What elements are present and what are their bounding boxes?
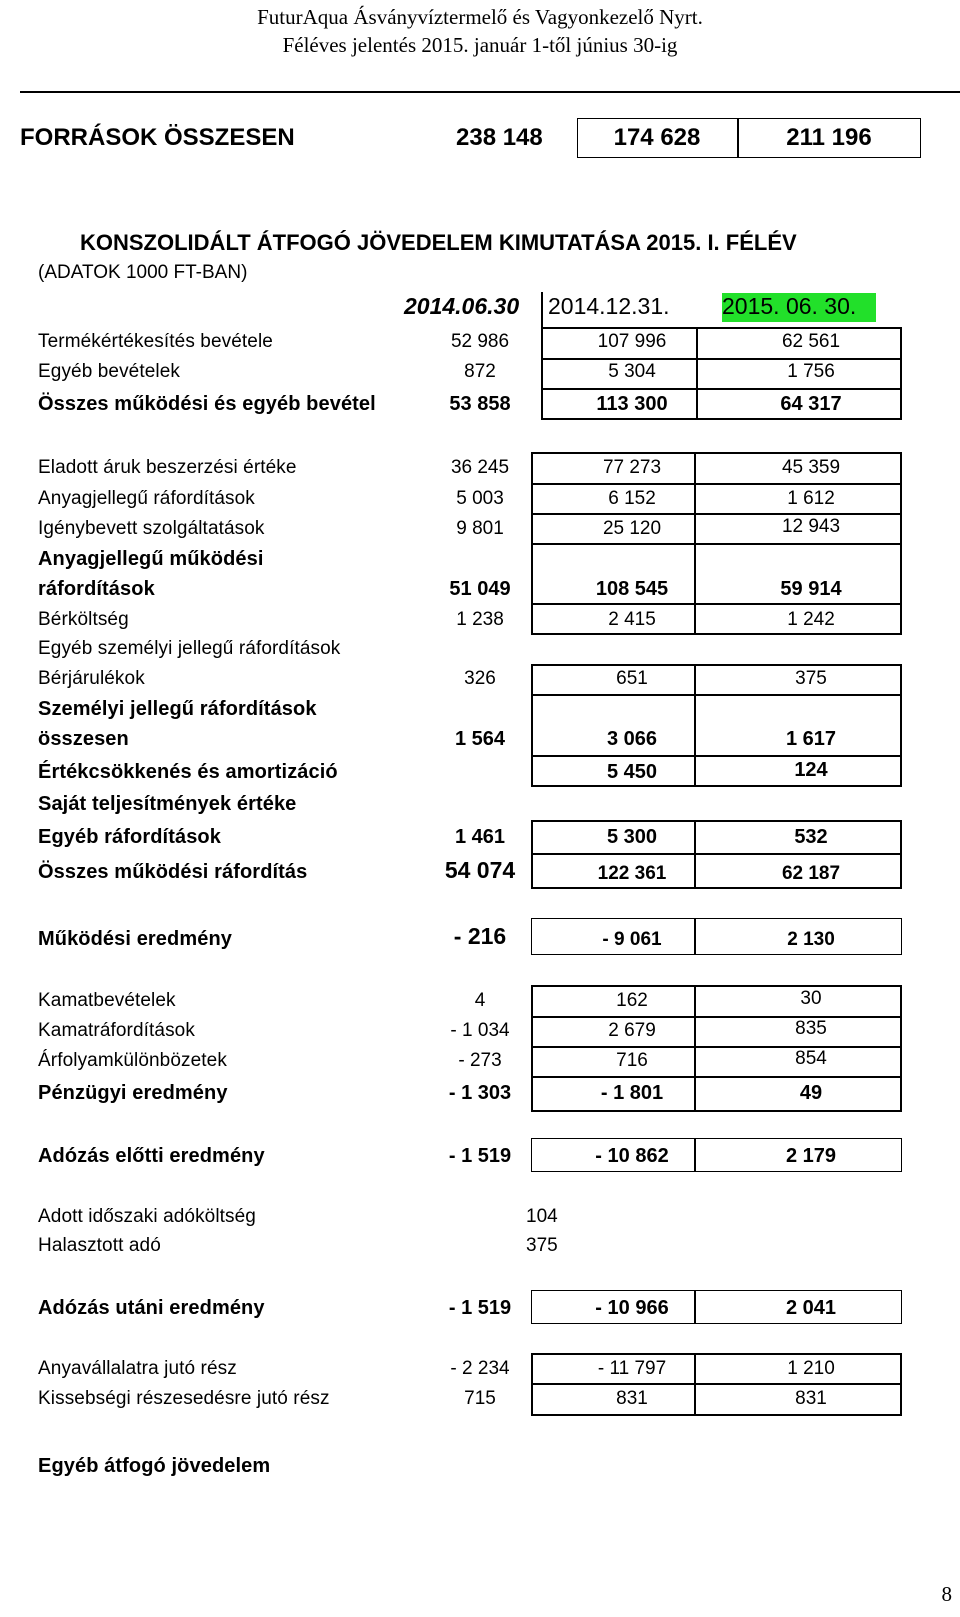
- row-value: 5 304: [608, 361, 656, 382]
- row-label: Kissebségi részesedésre jutó rész: [38, 1388, 330, 1409]
- sources-total-value-1: 238 148: [456, 124, 543, 151]
- row-label: Egyéb átfogó jövedelem: [38, 1455, 271, 1477]
- row-value: 5 450: [606, 761, 658, 783]
- grid-line: [531, 785, 902, 787]
- row-value: 2 415: [608, 609, 656, 630]
- row-label: Anyagjellegű ráfordítások: [38, 488, 255, 509]
- row-value: 375: [795, 668, 827, 689]
- grid-line: [531, 633, 902, 635]
- row-value: - 273: [458, 1050, 502, 1071]
- grid-line: [541, 327, 902, 329]
- row-label: Egyéb személyi jellegű ráfordítások: [38, 638, 341, 659]
- row-value: 326: [464, 668, 496, 689]
- row-label: Működési eredmény: [38, 928, 232, 950]
- row-label: Értékcsökkenés és amortizáció: [38, 761, 338, 783]
- grid-line: [531, 603, 902, 605]
- row-label: Összes működési és egyéb bevétel: [38, 393, 376, 415]
- row-value: 124: [794, 759, 828, 781]
- row-value: 5 300: [606, 826, 658, 848]
- row-value: 6 152: [608, 488, 656, 509]
- header-divider: [20, 91, 960, 93]
- grid-line: [531, 483, 902, 485]
- company-name: FuturAqua Ásványvíztermelő és Vagyonkezelő Nyrt.: [257, 5, 703, 29]
- grid-line: [531, 513, 902, 515]
- row-value: 104: [526, 1206, 558, 1227]
- row-label-cont: összesen: [38, 728, 129, 750]
- row-value: 831: [616, 1388, 648, 1409]
- row-value: - 11 797: [597, 1358, 667, 1379]
- row-value: 1 617: [785, 728, 837, 750]
- row-value: - 10 862: [595, 1145, 669, 1167]
- row-value: 4: [474, 990, 486, 1011]
- row-value: 1 564: [454, 728, 506, 750]
- sources-total-value-2: 174 628: [613, 124, 701, 151]
- grid-line: [531, 755, 902, 757]
- row-value: 872: [464, 361, 496, 382]
- row-value: 2 041: [785, 1297, 837, 1319]
- row-value: 108 545: [595, 578, 669, 600]
- row-value: 30: [800, 988, 822, 1009]
- row-value: 107 996: [597, 331, 667, 352]
- row-label: Pénzügyi eredmény: [38, 1082, 228, 1104]
- row-value: 59 914: [780, 578, 842, 600]
- row-value: 2 679: [608, 1020, 656, 1041]
- row-value: 715: [464, 1388, 496, 1409]
- row-value: 1 461: [454, 826, 506, 848]
- page-number: 8: [941, 1582, 952, 1606]
- row-value: 12 943: [781, 516, 841, 537]
- row-value: 1 756: [787, 361, 835, 382]
- grid-line: [531, 887, 902, 889]
- row-value: 2 130: [787, 929, 835, 950]
- row-value: - 10 966: [595, 1297, 669, 1319]
- row-value: 51 049: [449, 578, 511, 600]
- row-value: - 1 801: [600, 1082, 664, 1104]
- row-value: 651: [616, 668, 648, 689]
- row-label: Anyavállalatra jutó rész: [38, 1358, 237, 1379]
- sources-total-value-3: 211 196: [786, 124, 872, 151]
- report-period: Féléves jelentés 2015. január 1-től június 30-ig: [282, 33, 678, 57]
- row-label: Termékértékesítés bevétele: [38, 331, 273, 352]
- row-value: 1 612: [787, 488, 835, 509]
- row-value: 162: [616, 990, 648, 1011]
- row-value: 831: [795, 1388, 827, 1409]
- row-label: Igénybevett szolgáltatások: [38, 518, 265, 539]
- row-label: Kamatbevételek: [38, 990, 176, 1011]
- grid-line: [541, 388, 902, 390]
- row-label: Adózás előtti eredmény: [38, 1145, 265, 1167]
- row-value: 49: [799, 1082, 823, 1104]
- row-value: 122 361: [597, 863, 667, 884]
- row-label: Egyéb ráfordítások: [38, 826, 221, 848]
- row-value: 52 986: [450, 331, 510, 352]
- row-label: Egyéb bevételek: [38, 361, 180, 382]
- row-value: 2 179: [785, 1145, 837, 1167]
- row-label: Bérköltség: [38, 609, 129, 630]
- row-value: - 1 303: [448, 1082, 512, 1104]
- grid-line: [531, 452, 902, 454]
- row-value: 64 317: [780, 393, 842, 415]
- row-label: Bérjárulékok: [38, 668, 145, 689]
- col-header-2014-12: 2014.12.31.: [548, 293, 670, 319]
- grid-line: [541, 418, 902, 420]
- row-value: 3 066: [606, 728, 658, 750]
- unit-note: (ADATOK 1000 FT-BAN): [38, 262, 248, 283]
- row-label: Kamatráfordítások: [38, 1020, 195, 1041]
- grid-line: [531, 1353, 902, 1355]
- row-value: 36 245: [450, 457, 510, 478]
- row-label: Halasztott adó: [38, 1235, 161, 1256]
- row-label: Eladott áruk beszerzési értéke: [38, 457, 297, 478]
- row-value: 854: [795, 1048, 827, 1069]
- row-value: - 1 519: [448, 1145, 512, 1167]
- row-value: 375: [526, 1235, 558, 1256]
- grid-line: [531, 543, 902, 545]
- row-label: Adott időszaki adóköltség: [38, 1206, 256, 1227]
- row-value: 62 561: [781, 331, 841, 352]
- row-label: Adózás utáni eredmény: [38, 1297, 265, 1319]
- row-value: 77 273: [602, 457, 662, 478]
- row-label: Árfolyamkülönbözetek: [38, 1050, 227, 1071]
- statement-title: KONSZOLIDÁLT ÁTFOGÓ JÖVEDELEM KIMUTATÁSA 2015. I. FÉLÉV: [80, 230, 797, 255]
- grid-line: [541, 358, 902, 360]
- col-header-2014-06: 2014.06.30: [404, 293, 520, 319]
- col-header-2015-06: 2015. 06. 30.: [722, 293, 857, 319]
- row-label: Összes működési ráfordítás: [38, 861, 308, 883]
- row-value: 532: [794, 826, 828, 848]
- grid-line: [531, 664, 902, 666]
- row-value: 5 003: [456, 488, 504, 509]
- row-value: - 1 034: [450, 1020, 510, 1041]
- row-label: Saját teljesítmények értéke: [38, 793, 297, 815]
- row-value: - 1 519: [448, 1297, 512, 1319]
- row-value: 54 074: [444, 857, 516, 883]
- row-value: 113 300: [596, 393, 668, 415]
- row-value: 1 210: [787, 1358, 835, 1379]
- row-value: 25 120: [602, 518, 662, 539]
- grid-line: [531, 1414, 902, 1416]
- row-value: 1 242: [787, 609, 835, 630]
- row-value: 716: [616, 1050, 648, 1071]
- row-label: Személyi jellegű ráfordítások: [38, 698, 317, 720]
- grid-line: [531, 1110, 902, 1112]
- row-label: Anyagjellegű működési: [38, 548, 264, 570]
- grid-line: [531, 853, 902, 855]
- row-value: 45 359: [781, 457, 841, 478]
- row-value: 53 858: [449, 393, 511, 415]
- row-label-cont: ráfordítások: [38, 578, 155, 600]
- row-value: 835: [795, 1018, 827, 1039]
- row-value: - 9 061: [602, 929, 662, 950]
- row-value: - 216: [453, 923, 507, 949]
- grid-line: [531, 820, 902, 822]
- row-value: 1 238: [456, 609, 504, 630]
- sources-total-label: FORRÁSOK ÖSSZESEN: [20, 124, 295, 151]
- row-value: 62 187: [781, 863, 841, 884]
- grid-line: [531, 694, 902, 696]
- grid-line: [531, 985, 902, 987]
- row-value: 9 801: [456, 518, 504, 539]
- grid-line: [531, 1383, 902, 1385]
- row-value: - 2 234: [450, 1358, 510, 1379]
- grid-line: [531, 1076, 902, 1078]
